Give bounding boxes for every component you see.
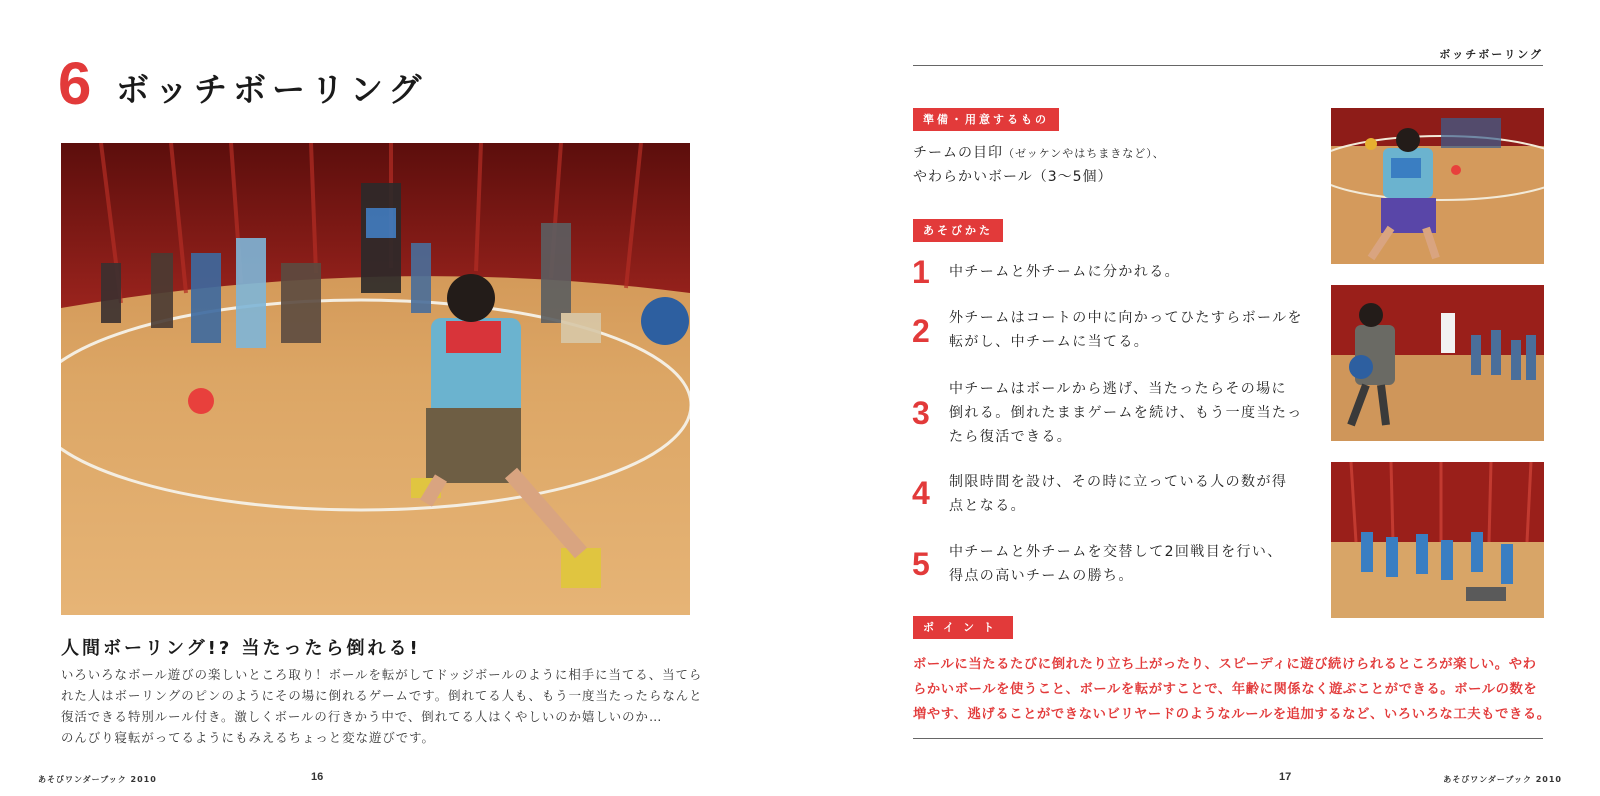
main-photo: [61, 143, 690, 615]
prep-line-2: やわらかいボール（3〜5個）: [913, 169, 1113, 185]
side-photo-2-image: [1331, 285, 1544, 441]
prep-line-1-note: （ゼッケンやはちまきなど）、: [1003, 147, 1165, 160]
body-line: 復活できる特別ルール付き。激しくボールの行きかう中で、倒れてる人はくやしいのか嬉しいのか…: [61, 709, 663, 724]
step-line: 外チームはコートの中に向かってひたすらボールを: [949, 310, 1303, 326]
prep-tag: 準備・用意するもの: [913, 108, 1059, 131]
step-line: 制限時間を設け、その時に立っている人の数が得: [949, 474, 1288, 490]
step-text: [949, 470, 1299, 518]
body-line: いろいろなボール遊びの楽しいところ取り！ボールを転がしてドッジボールのように相手に当てる、当てら: [61, 667, 703, 682]
step-text: [949, 540, 1299, 588]
chapter-number: 6: [58, 50, 92, 117]
step-line: 中チームと外チームに分かれる。: [949, 264, 1180, 280]
side-photo-3-image: [1331, 462, 1544, 618]
bottom-divider: [913, 738, 1543, 739]
step-text: [949, 306, 1303, 354]
side-photo-1-image: [1331, 108, 1544, 264]
body-text: [61, 664, 703, 748]
step-text: [949, 377, 1303, 449]
step-number: 1: [912, 254, 930, 290]
footer-book-title-left: あそびワンダーブック 2010: [38, 775, 157, 784]
side-photo-3: [1331, 462, 1544, 618]
step-line: 転がし、中チームに当てる。: [949, 334, 1150, 350]
step-line: 中チームはボールから逃げ、当たったらその場に: [949, 381, 1287, 397]
side-photo-2: [1331, 285, 1544, 441]
step-line: 中チームと外チームを交替して2回戦目を行い、: [949, 544, 1283, 560]
subheading: 人間ボーリング!? 当たったら倒れる!: [61, 638, 421, 659]
prep-line-1: [913, 142, 1165, 162]
page-number-left: 16: [311, 771, 324, 783]
side-photo-1: [1331, 108, 1544, 264]
point-tag: ポイント: [913, 616, 1013, 639]
header-divider: [913, 65, 1543, 66]
running-header: ボッチボーリング: [1439, 48, 1543, 61]
main-photo-image: [61, 143, 690, 615]
body-line: のんびり寝転がってるようにもみえるちょっと変な遊びです。: [61, 730, 435, 745]
howto-tag: あそびかた: [913, 219, 1003, 242]
step-number: 5: [912, 546, 930, 582]
chapter-title: ボッチボーリング: [116, 70, 428, 109]
point-line: ボールに当たるたびに倒れたり立ち上がったり、スピーディに遊び続けられるところが楽しい。やわ: [913, 657, 1537, 672]
page-number-right: 17: [1279, 771, 1292, 783]
step-line: たら復活できる。: [949, 429, 1073, 445]
point-line: 増やす、逃げることができないビリヤードのようなルールを追加するなど、いろいろな工夫もできる。: [913, 707, 1551, 722]
point-text: [913, 652, 1551, 727]
body-line: れた人はボーリングのピンのようにその場に倒れるゲームです。倒れてる人も、もう一度当たったらなんと: [61, 688, 703, 703]
step-line: 倒れる。倒れたままゲームを続け、もう一度当たっ: [949, 405, 1303, 421]
step-line: 点となる。: [949, 498, 1026, 514]
step-number: 2: [912, 313, 930, 349]
step-number: 4: [912, 475, 930, 511]
point-line: らかいボールを使うこと、ボールを転がすことで、年齢に関係なく遊ぶことができる。ボールの数を: [913, 682, 1538, 697]
step-text: [949, 260, 1299, 284]
step-line: 得点の高いチームの勝ち。: [949, 568, 1134, 584]
prep-line-1-main: チームの目印: [913, 145, 1003, 161]
footer-book-title-right: あそびワンダーブック 2010: [1443, 775, 1562, 784]
step-number: 3: [912, 395, 930, 431]
